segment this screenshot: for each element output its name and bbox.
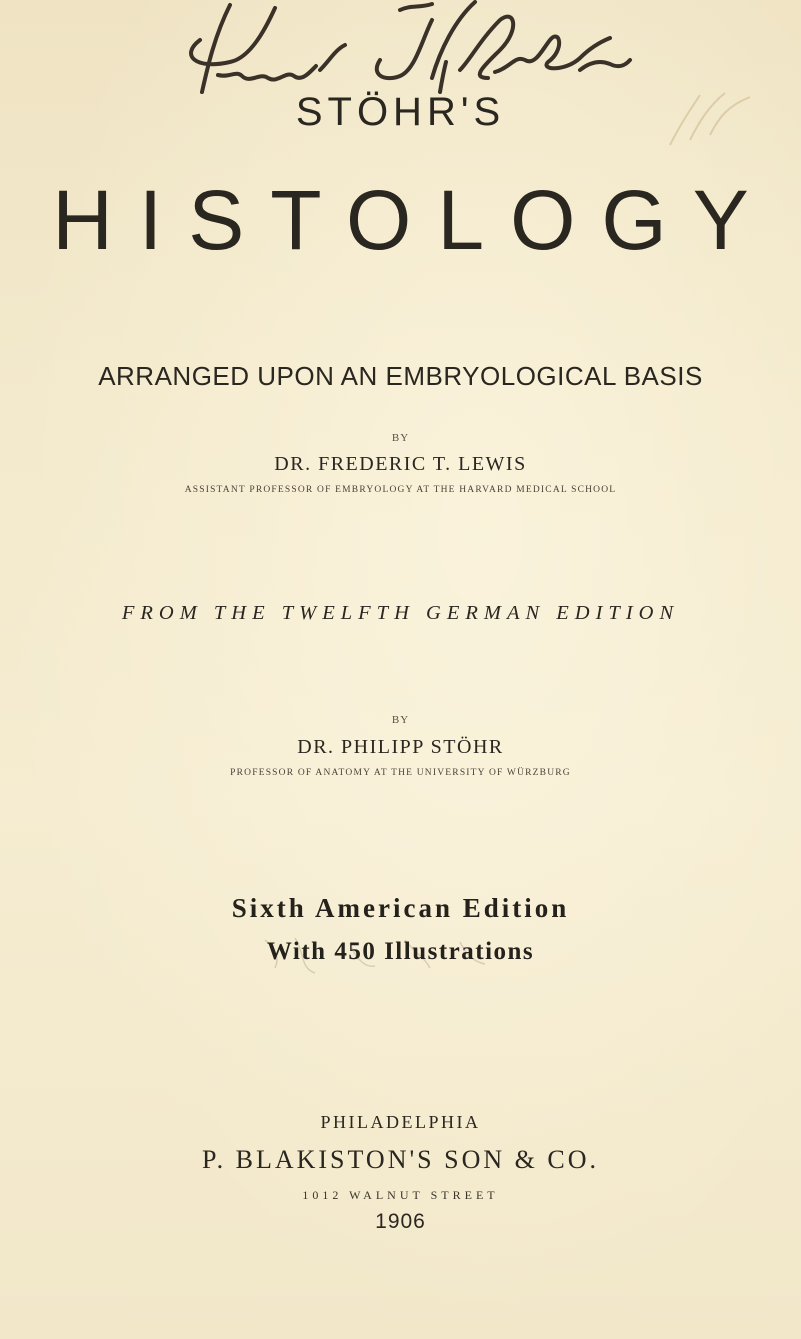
by-label: BY [391, 432, 410, 444]
publication-year: 1906 [375, 1210, 426, 1233]
translator-name: DR. FREDERIC T. LEWIS [274, 453, 527, 475]
edition-statement: Sixth American Edition [231, 893, 570, 923]
book-title: HISTOLOGY [52, 173, 775, 267]
book-subtitle: ARRANGED UPON AN EMBRYOLOGICAL BASIS [98, 361, 703, 391]
source-edition: FROM THE TWELFTH GERMAN EDITION [121, 602, 680, 624]
author-possessive: STÖHR'S [295, 90, 506, 134]
author-role: PROFESSOR OF ANATOMY AT THE UNIVERSITY OF WÜRZBURG [230, 768, 571, 778]
by-label: BY [391, 714, 410, 726]
illustrations-count: With 450 Illustrations [266, 938, 535, 965]
translator-role: ASSISTANT PROFESSOR OF EMBRYOLOGY AT THE HARVARD MEDICAL SCHOOL [184, 485, 617, 495]
publisher-city: PHILADELPHIA [320, 1112, 481, 1132]
publisher-address: 1012 WALNUT STREET [302, 1188, 499, 1202]
author-name: DR. PHILIPP STÖHR [297, 736, 504, 758]
publisher-name: P. BLAKISTON'S SON & CO. [202, 1145, 599, 1174]
handwritten-signature [170, 0, 640, 100]
